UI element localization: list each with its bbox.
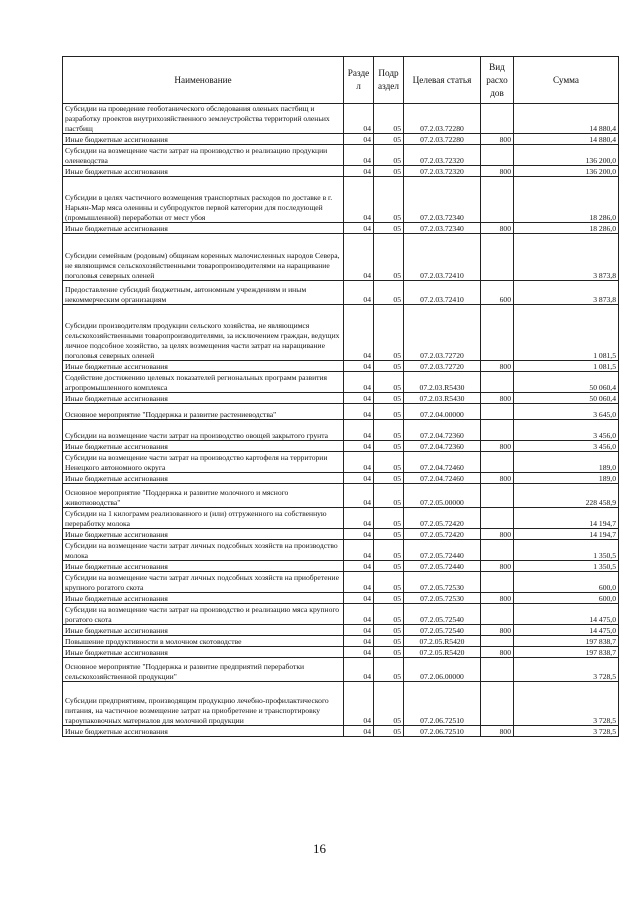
cell-subsection: 05 (374, 372, 404, 393)
cell-amount: 18 286,0 (514, 223, 619, 234)
cell-section: 04 (344, 508, 374, 529)
cell-subsection: 05 (374, 404, 404, 420)
table-row (63, 726, 619, 737)
cell-target: 07.2.03.R5430 (404, 393, 481, 404)
cell-amount: 136 200,0 (514, 145, 619, 166)
cell-name: Иные бюджетные ассигнования (63, 625, 344, 636)
cell-subsection: 05 (374, 104, 404, 134)
cell-name: Субсидии на возмещение части затрат личных подсобных хозяйств на приобретение крупного рогатого скота (63, 572, 344, 593)
table-row (63, 572, 619, 593)
cell-expense-type: 800 (481, 441, 514, 452)
cell-target: 07.2.05.72420 (404, 529, 481, 540)
cell-expense-type: 800 (481, 134, 514, 145)
cell-name: Основное мероприятие "Поддержка и развитие предприятий переработки сельскохозяйственной продукции" (63, 658, 344, 682)
table-row (63, 508, 619, 529)
cell-expense-type (481, 572, 514, 593)
cell-section: 04 (344, 593, 374, 604)
cell-name: Субсидии на возмещение части затрат на производство картофеля на территории Ненецкого автономного округа (63, 452, 344, 473)
table-header (63, 57, 619, 104)
cell-amount: 3 728,5 (514, 682, 619, 726)
cell-subsection: 05 (374, 508, 404, 529)
cell-target: 07.2.05.72530 (404, 572, 481, 593)
cell-section: 04 (344, 561, 374, 572)
cell-name: Иные бюджетные ассигнования (63, 441, 344, 452)
cell-name: Иные бюджетные ассигнования (63, 166, 344, 177)
cell-section: 04 (344, 234, 374, 281)
cell-subsection: 05 (374, 604, 404, 625)
cell-expense-type (481, 404, 514, 420)
table-row (63, 223, 619, 234)
cell-expense-type (481, 636, 514, 647)
table-row (63, 452, 619, 473)
cell-name: Субсидии на возмещение части затрат на производство и реализацию продукции оленеводства (63, 145, 344, 166)
cell-amount: 228 458,9 (514, 484, 619, 508)
cell-target: 07.2.03.72340 (404, 223, 481, 234)
cell-section: 04 (344, 625, 374, 636)
cell-expense-type (481, 372, 514, 393)
cell-amount: 136 200,0 (514, 166, 619, 177)
table-row (63, 473, 619, 484)
cell-expense-type: 800 (481, 166, 514, 177)
cell-target: 07.2.04.00000 (404, 404, 481, 420)
table-row (63, 404, 619, 420)
cell-amount: 197 838,7 (514, 647, 619, 658)
cell-section: 04 (344, 540, 374, 561)
page-number: 16 (313, 841, 326, 856)
cell-target: 07.2.05.72440 (404, 561, 481, 572)
cell-expense-type (481, 104, 514, 134)
cell-target: 07.2.03.R5430 (404, 372, 481, 393)
cell-section: 04 (344, 177, 374, 223)
cell-amount: 189,0 (514, 473, 619, 484)
cell-target: 07.2.05.72440 (404, 540, 481, 561)
cell-expense-type: 800 (481, 647, 514, 658)
cell-name: Субсидии предприятиям, производящим продукцию лечебно-профилактического питания, на частичное возмещение затрат на приобретение и транспортировку тароупаковочных материалов для молочной продукции (63, 682, 344, 726)
cell-name: Иные бюджетные ассигнования (63, 529, 344, 540)
table-row (63, 540, 619, 561)
cell-amount: 3 873,8 (514, 281, 619, 305)
cell-amount: 50 060,4 (514, 393, 619, 404)
table-row (63, 625, 619, 636)
header-row (63, 57, 619, 104)
table-row (63, 647, 619, 658)
cell-target: 07.2.03.72340 (404, 177, 481, 223)
cell-name: Иные бюджетные ассигнования (63, 134, 344, 145)
cell-name: Повышение продуктивности в молочном скотоводстве (63, 636, 344, 647)
cell-name: Субсидии в целях частичного возмещения транспортных расходов по доставке в г. Нарьян-Мар мяса оленины и субпродуктов первой категории для последующей (промышленной) переработки от мест убоя (63, 177, 344, 223)
cell-subsection: 05 (374, 726, 404, 737)
cell-expense-type (481, 604, 514, 625)
cell-amount: 600,0 (514, 572, 619, 593)
cell-name: Иные бюджетные ассигнования (63, 561, 344, 572)
cell-subsection: 05 (374, 145, 404, 166)
cell-expense-type (481, 177, 514, 223)
cell-name: Субсидии на возмещение части затрат на производство и реализацию мяса крупного рогатого скота (63, 604, 344, 625)
table-row (63, 177, 619, 223)
cell-section: 04 (344, 658, 374, 682)
header-name: Наименование (63, 57, 344, 104)
cell-target: 07.2.03.72720 (404, 305, 481, 361)
cell-section: 04 (344, 281, 374, 305)
cell-subsection: 05 (374, 305, 404, 361)
cell-expense-type: 800 (481, 529, 514, 540)
table-row (63, 420, 619, 441)
cell-section: 04 (344, 404, 374, 420)
cell-section: 04 (344, 484, 374, 508)
table-row (63, 234, 619, 281)
cell-name: Иные бюджетные ассигнования (63, 473, 344, 484)
cell-expense-type: 800 (481, 726, 514, 737)
cell-subsection: 05 (374, 361, 404, 372)
cell-section: 04 (344, 529, 374, 540)
cell-subsection: 05 (374, 393, 404, 404)
cell-expense-type (481, 682, 514, 726)
cell-section: 04 (344, 682, 374, 726)
table-row (63, 636, 619, 647)
cell-subsection: 05 (374, 234, 404, 281)
cell-expense-type: 800 (481, 625, 514, 636)
header-expense-type: Вид расхо дов (481, 57, 514, 104)
cell-section: 04 (344, 145, 374, 166)
table-row (63, 593, 619, 604)
cell-target: 07.2.05.72420 (404, 508, 481, 529)
cell-amount: 3 456,0 (514, 420, 619, 441)
cell-target: 07.2.03.72280 (404, 134, 481, 145)
table-row (63, 361, 619, 372)
budget-table (62, 56, 619, 737)
cell-expense-type: 800 (481, 393, 514, 404)
cell-section: 04 (344, 647, 374, 658)
cell-subsection: 05 (374, 177, 404, 223)
cell-subsection: 05 (374, 473, 404, 484)
cell-section: 04 (344, 473, 374, 484)
cell-name: Иные бюджетные ассигнования (63, 593, 344, 604)
table-row (63, 529, 619, 540)
cell-target: 07.2.05.72540 (404, 604, 481, 625)
cell-name: Иные бюджетные ассигнования (63, 726, 344, 737)
cell-amount: 1 081,5 (514, 305, 619, 361)
cell-target: 07.2.03.72320 (404, 166, 481, 177)
cell-section: 04 (344, 134, 374, 145)
cell-name: Предоставление субсидий бюджетным, автономным учреждениям и иным некоммерческим организациям (63, 281, 344, 305)
cell-target: 07.2.05.R5420 (404, 636, 481, 647)
cell-subsection: 05 (374, 561, 404, 572)
cell-amount: 18 286,0 (514, 177, 619, 223)
cell-expense-type (481, 305, 514, 361)
cell-target: 07.2.05.00000 (404, 484, 481, 508)
cell-expense-type: 800 (481, 561, 514, 572)
cell-section: 04 (344, 572, 374, 593)
cell-name: Иные бюджетные ассигнования (63, 393, 344, 404)
cell-expense-type (481, 234, 514, 281)
cell-amount: 14 475,0 (514, 604, 619, 625)
table-row (63, 604, 619, 625)
cell-expense-type (481, 145, 514, 166)
cell-amount: 14 194,7 (514, 508, 619, 529)
table-row (63, 682, 619, 726)
cell-section: 04 (344, 223, 374, 234)
cell-subsection: 05 (374, 223, 404, 234)
cell-target: 07.2.06.72510 (404, 682, 481, 726)
cell-amount: 3 728,5 (514, 658, 619, 682)
cell-expense-type: 600 (481, 281, 514, 305)
table-body (63, 104, 619, 737)
cell-amount: 3 456,0 (514, 441, 619, 452)
cell-expense-type (481, 658, 514, 682)
cell-amount: 14 880,4 (514, 104, 619, 134)
cell-amount: 189,0 (514, 452, 619, 473)
cell-amount: 50 060,4 (514, 372, 619, 393)
cell-amount: 1 081,5 (514, 361, 619, 372)
cell-target: 07.2.04.72360 (404, 441, 481, 452)
table-row (63, 281, 619, 305)
table-row (63, 104, 619, 134)
table-row (63, 372, 619, 393)
cell-amount: 14 475,0 (514, 625, 619, 636)
cell-name: Субсидии семейным (родовым) общинам коренных малочисленных народов Севера, не являющимся сельскохозяйственными товаропроизводителями на наращивание поголовья северных оленей (63, 234, 344, 281)
cell-target: 07.2.06.00000 (404, 658, 481, 682)
cell-section: 04 (344, 372, 374, 393)
cell-subsection: 05 (374, 281, 404, 305)
cell-target: 07.2.05.R5420 (404, 647, 481, 658)
cell-target: 07.2.03.72720 (404, 361, 481, 372)
cell-expense-type: 800 (481, 593, 514, 604)
cell-section: 04 (344, 636, 374, 647)
cell-expense-type (481, 484, 514, 508)
cell-expense-type (481, 540, 514, 561)
cell-name: Субсидии на проведение геоботанического обследования оленьих пастбищ и разработку проектов внутрихозяйственного землеустройства территорий оленьих пастбищ (63, 104, 344, 134)
cell-subsection: 05 (374, 636, 404, 647)
cell-target: 07.2.04.72360 (404, 420, 481, 441)
cell-expense-type (481, 452, 514, 473)
header-amount: Сумма (514, 57, 619, 104)
cell-section: 04 (344, 604, 374, 625)
cell-amount: 3 873,8 (514, 234, 619, 281)
header-target: Целевая статья (404, 57, 481, 104)
cell-section: 04 (344, 726, 374, 737)
header-section: Разде л (344, 57, 374, 104)
cell-name: Основное мероприятие "Поддержка и развитие растениеводства" (63, 404, 344, 420)
cell-subsection: 05 (374, 529, 404, 540)
cell-name: Субсидии на возмещение части затрат личных подсобных хозяйств на производство молока (63, 540, 344, 561)
cell-amount: 197 838,7 (514, 636, 619, 647)
cell-name: Содействие достижению целевых показателей региональных программ развития агропромышленного комплекса (63, 372, 344, 393)
cell-name: Субсидии на возмещение части затрат на производство овощей закрытого грунта (63, 420, 344, 441)
cell-section: 04 (344, 420, 374, 441)
cell-section: 04 (344, 166, 374, 177)
cell-name: Иные бюджетные ассигнования (63, 361, 344, 372)
cell-subsection: 05 (374, 593, 404, 604)
table-row (63, 134, 619, 145)
cell-section: 04 (344, 452, 374, 473)
table-row (63, 166, 619, 177)
cell-target: 07.2.03.72410 (404, 234, 481, 281)
cell-subsection: 05 (374, 647, 404, 658)
cell-target: 07.2.03.72410 (404, 281, 481, 305)
cell-subsection: 05 (374, 420, 404, 441)
cell-subsection: 05 (374, 625, 404, 636)
cell-subsection: 05 (374, 166, 404, 177)
cell-amount: 1 350,5 (514, 561, 619, 572)
cell-target: 07.2.05.72540 (404, 625, 481, 636)
cell-expense-type: 800 (481, 361, 514, 372)
cell-subsection: 05 (374, 484, 404, 508)
cell-name: Основное мероприятие "Поддержка и развитие молочного и мясного животноводства" (63, 484, 344, 508)
cell-name: Субсидии производителям продукции сельского хозяйства, не являющимся сельскохозяйственными товаропроизводителями, за исключением граждан, ведущих личное подсобное хозяйство, за целях возмещения части затрат на наращивание поголовья северных оленей (63, 305, 344, 361)
cell-expense-type: 800 (481, 473, 514, 484)
cell-section: 04 (344, 441, 374, 452)
cell-target: 07.2.04.72460 (404, 473, 481, 484)
table-row (63, 145, 619, 166)
cell-section: 04 (344, 305, 374, 361)
cell-target: 07.2.03.72280 (404, 104, 481, 134)
table-row (63, 658, 619, 682)
cell-subsection: 05 (374, 682, 404, 726)
cell-expense-type: 800 (481, 223, 514, 234)
cell-subsection: 05 (374, 452, 404, 473)
cell-name: Субсидии на 1 килограмм реализованного и (или) отгруженного на собственную переработку молока (63, 508, 344, 529)
cell-amount: 600,0 (514, 593, 619, 604)
cell-subsection: 05 (374, 658, 404, 682)
cell-section: 04 (344, 361, 374, 372)
cell-amount: 3 645,0 (514, 404, 619, 420)
cell-name: Иные бюджетные ассигнования (63, 223, 344, 234)
table-row (63, 561, 619, 572)
cell-subsection: 05 (374, 572, 404, 593)
cell-amount: 14 880,4 (514, 134, 619, 145)
header-subsection: Подр аздел (374, 57, 404, 104)
cell-subsection: 05 (374, 134, 404, 145)
cell-target: 07.2.04.72460 (404, 452, 481, 473)
table-row (63, 441, 619, 452)
cell-target: 07.2.03.72320 (404, 145, 481, 166)
table-row (63, 305, 619, 361)
cell-amount: 3 728,5 (514, 726, 619, 737)
cell-subsection: 05 (374, 540, 404, 561)
cell-amount: 14 194,7 (514, 529, 619, 540)
cell-target: 07.2.05.72530 (404, 593, 481, 604)
table-row (63, 484, 619, 508)
cell-expense-type (481, 420, 514, 441)
table-row (63, 393, 619, 404)
cell-section: 04 (344, 104, 374, 134)
cell-target: 07.2.06.72510 (404, 726, 481, 737)
cell-amount: 1 350,5 (514, 540, 619, 561)
cell-expense-type (481, 508, 514, 529)
cell-subsection: 05 (374, 441, 404, 452)
cell-name: Иные бюджетные ассигнования (63, 647, 344, 658)
cell-section: 04 (344, 393, 374, 404)
